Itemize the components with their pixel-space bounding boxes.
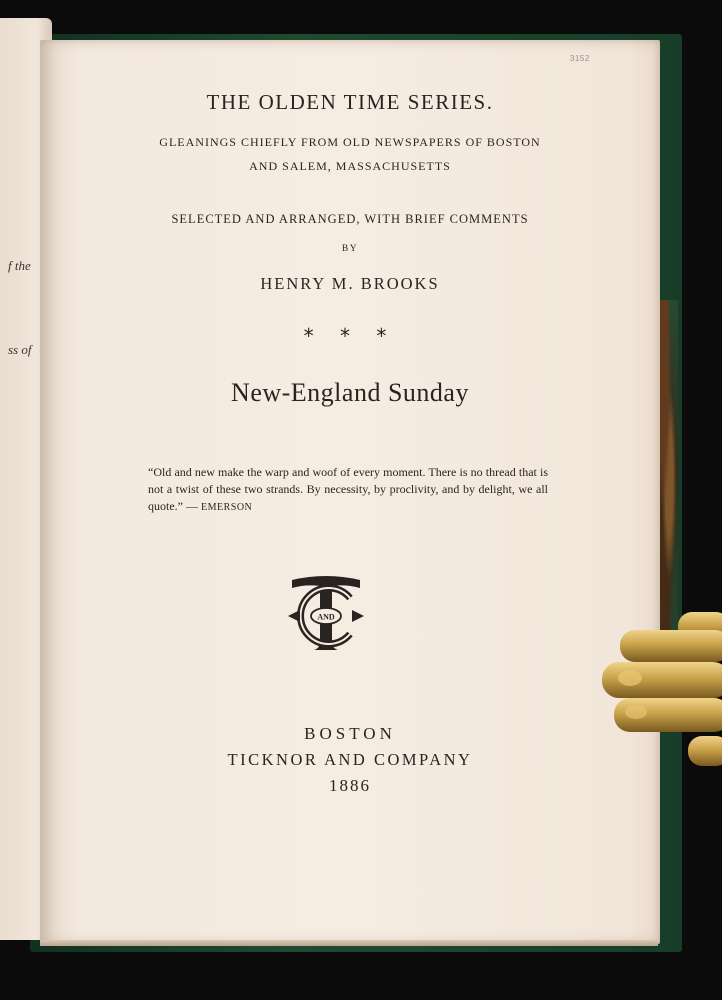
subtitle <box>40 130 660 178</box>
quote-text: “Old and new make the warp and woof of every moment. There is no thread that is not a twist of these two strands. By necessity, by proclivity, and by delight, we all quote.” — <box>148 465 548 513</box>
pencil-note: 3152 <box>570 54 590 63</box>
publication-year: 1886 <box>329 776 371 795</box>
asterism-ornament: * * * <box>303 324 397 348</box>
left-page-text-fragment: f the <box>8 258 31 273</box>
epigraph-quote <box>148 464 548 516</box>
by-line: BY <box>341 244 359 254</box>
page-bottom-edge <box>40 940 658 946</box>
series-title: THE OLDEN TIME SERIES. <box>206 90 494 114</box>
subtitle-line: AND SALEM, MASSACHUSETTS <box>249 159 451 173</box>
author-name: HENRY M. BROOKS <box>260 274 440 293</box>
title-page <box>40 40 660 944</box>
left-page-text-fragment: ss of <box>8 342 32 357</box>
subtitle-line: GLEANINGS CHIEFLY FROM OLD NEWSPAPERS OF BOSTON <box>159 135 541 149</box>
selected-and-arranged-line: SELECTED AND ARRANGED, WITH BRIEF COMMENTS <box>171 212 529 226</box>
logo-and-text: AND <box>317 612 335 622</box>
publisher-monogram-logo <box>286 572 366 652</box>
brass-hand-page-holder <box>600 612 722 772</box>
book-title: New-England Sunday <box>231 378 469 407</box>
publication-city: BOSTON <box>304 724 396 743</box>
quote-attribution: EMERSON <box>201 502 253 513</box>
publisher-name: TICKNOR AND COMPANY <box>227 750 473 769</box>
